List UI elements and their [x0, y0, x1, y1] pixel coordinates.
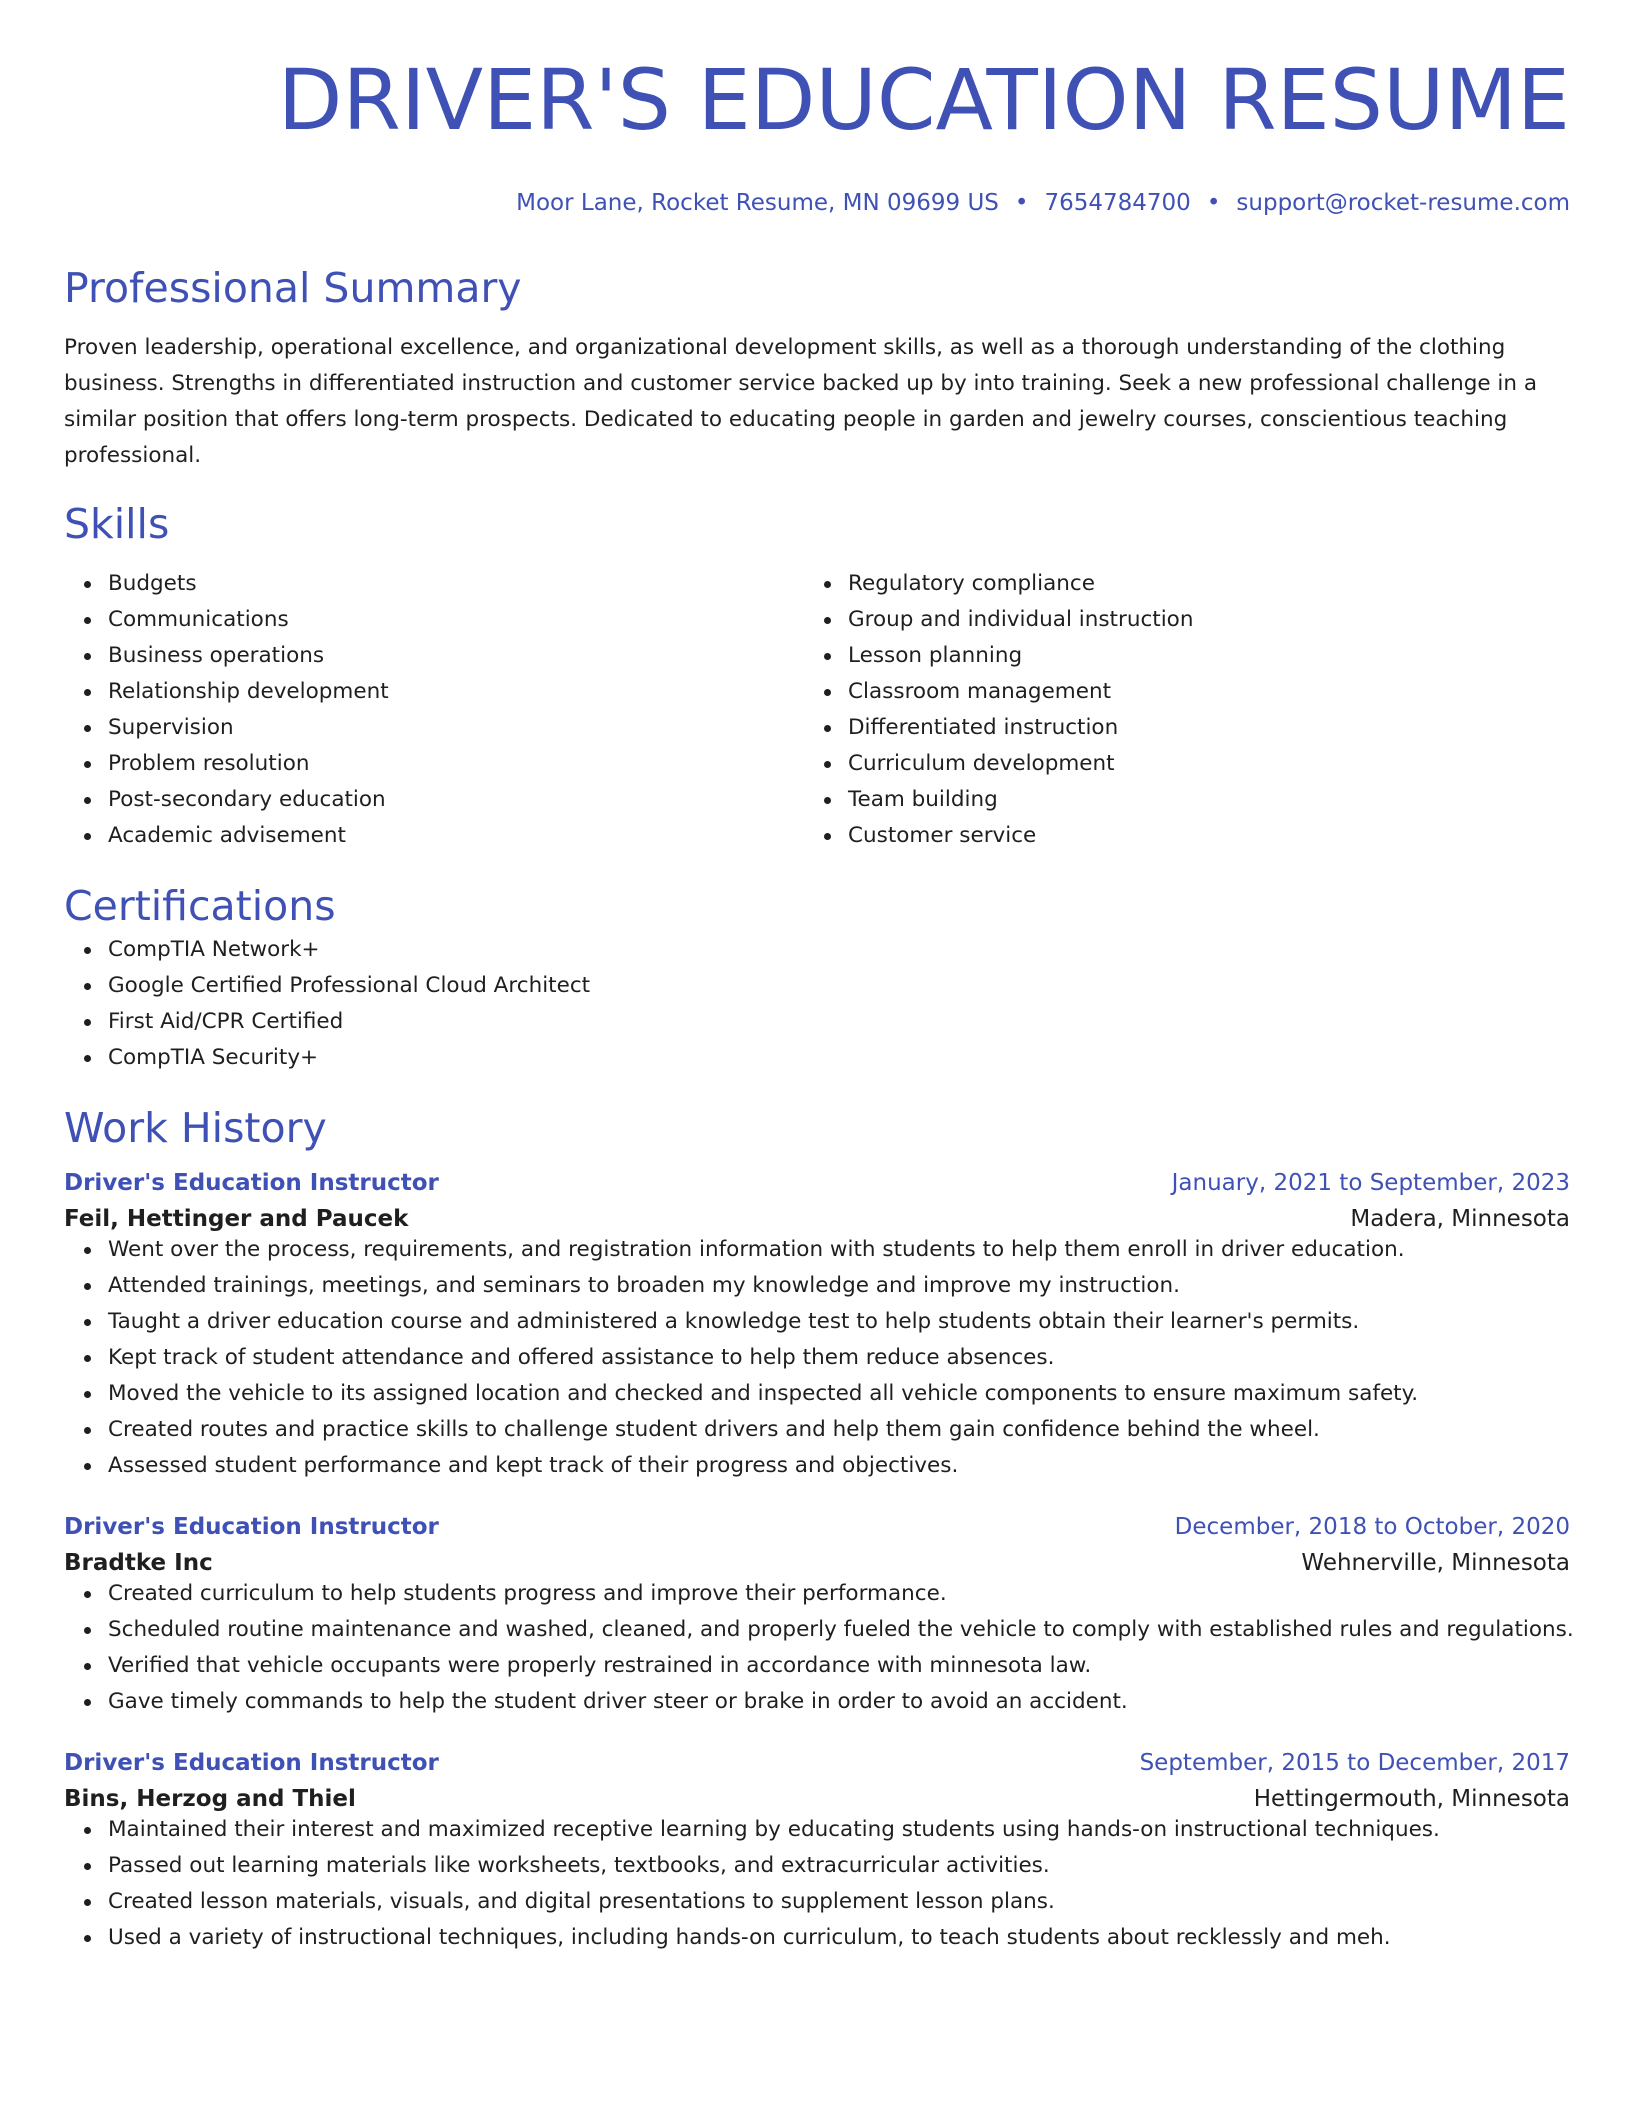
- job-duty: Passed out learning materials like worksheets, textbooks, and extracurricular activities.: [108, 1848, 1570, 1884]
- job-entry: [64, 1514, 1574, 1720]
- skill-item: Problem resolution: [108, 746, 804, 782]
- skill-item: Communications: [108, 602, 804, 638]
- job-duty: Created curriculum to help students progress and improve their performance.: [108, 1576, 1570, 1612]
- resume-title: DRIVER'S EDUCATION RESUME: [277, 51, 1570, 149]
- skills-heading: Skills: [64, 500, 170, 548]
- skills-list-right: [804, 566, 1544, 854]
- contact-line: [64, 190, 1570, 216]
- certifications-heading: Certifications: [64, 882, 336, 930]
- job-title: Driver's Education Instructor: [64, 1750, 439, 1776]
- job-entry: [64, 1750, 1570, 1956]
- job-entry: [64, 1170, 1570, 1484]
- certification-item: Google Certified Professional Cloud Architect: [108, 968, 1570, 1004]
- job-header-row: [64, 1750, 1570, 1776]
- summary-heading: Professional Summary: [64, 264, 522, 312]
- contact-phone: 7654784700: [1044, 190, 1191, 216]
- skill-item: Budgets: [108, 566, 804, 602]
- skill-item: Relationship development: [108, 674, 804, 710]
- skill-item: Academic advisement: [108, 818, 804, 854]
- job-title: Driver's Education Instructor: [64, 1514, 439, 1540]
- job-company: Feil, Hettinger and Paucek: [64, 1206, 409, 1232]
- job-header-row: [64, 1514, 1570, 1540]
- job-duty: Moved the vehicle to its assigned location and checked and inspected all vehicle components to ensure maximum safety.: [108, 1376, 1570, 1412]
- job-duty: Created lesson materials, visuals, and digital presentations to supplement lesson plans.: [108, 1884, 1570, 1920]
- certification-item: CompTIA Network+: [108, 932, 1570, 968]
- certification-item: CompTIA Security+: [108, 1040, 1570, 1076]
- job-duties-list: [64, 1232, 1570, 1484]
- skill-item: Team building: [848, 782, 1544, 818]
- summary-text: Proven leadership, operational excellence, and organizational development skills, as well as a thorough understanding of the clothing business. Strengths in differentiated instruction and customer service backed up by into training. Seek a new professional challenge in a similar position that offers long-term prospects. Dedicated to educating people in garden and jewelry courses, conscientious teaching professional.: [64, 335, 1538, 468]
- job-title: Driver's Education Instructor: [64, 1170, 439, 1196]
- job-location: Hettingermouth, Minnesota: [1253, 1786, 1570, 1812]
- job-duty: Taught a driver education course and administered a knowledge test to help students obtain their learner's permits.: [108, 1304, 1570, 1340]
- job-duty: Used a variety of instructional techniques, including hands-on curriculum, to teach students about recklessly and meh.: [108, 1920, 1570, 1956]
- job-duties-list: [64, 1812, 1570, 1956]
- job-location: Wehnerville, Minnesota: [1301, 1550, 1570, 1576]
- skills-column-right: [804, 566, 1544, 854]
- job-duty: Created routes and practice skills to challenge student drivers and help them gain confidence behind the wheel.: [108, 1412, 1570, 1448]
- job-duty: Attended trainings, meetings, and seminars to broaden my knowledge and improve my instruction.: [108, 1268, 1570, 1304]
- skill-item: Post-secondary education: [108, 782, 804, 818]
- job-duty: Maintained their interest and maximized receptive learning by educating students using hands-on instructional techniques.: [108, 1812, 1570, 1848]
- skill-item: Supervision: [108, 710, 804, 746]
- job-duty: Went over the process, requirements, and registration information with students to help them enroll in driver education.: [108, 1232, 1570, 1268]
- contact-email[interactable]: support@rocket-resume.com: [1236, 190, 1570, 216]
- job-duty: Assessed student performance and kept track of their progress and objectives.: [108, 1448, 1570, 1484]
- job-duty: Kept track of student attendance and offered assistance to help them reduce absences.: [108, 1340, 1570, 1376]
- job-duty: Gave timely commands to help the student driver steer or brake in order to avoid an accident.: [108, 1684, 1570, 1720]
- skills-column-left: [64, 566, 804, 854]
- certification-item: First Aid/CPR Certified: [108, 1004, 1570, 1040]
- job-company-row: [64, 1550, 1570, 1576]
- job-company: Bins, Herzog and Thiel: [64, 1786, 356, 1812]
- skill-item: Lesson planning: [848, 638, 1544, 674]
- skill-item: Regulatory compliance: [848, 566, 1544, 602]
- job-company-row: [64, 1786, 1570, 1812]
- job-duty: Verified that vehicle occupants were properly restrained in accordance with minnesota law.: [108, 1648, 1570, 1684]
- skill-item: Differentiated instruction: [848, 710, 1544, 746]
- job-dates: September, 2015 to December, 2017: [1139, 1750, 1570, 1776]
- job-dates: December, 2018 to October, 2020: [1174, 1514, 1570, 1540]
- job-header-row: [64, 1170, 1570, 1196]
- contact-address: Moor Lane, Rocket Resume, MN 09699 US: [516, 190, 999, 216]
- certifications-list: [64, 932, 1570, 1076]
- job-duty: Scheduled routine maintenance and washed, cleaned, and properly fueled the vehicle to comply with established rules and regulations.: [108, 1612, 1570, 1648]
- skill-item: Business operations: [108, 638, 804, 674]
- contact-separator: •: [1206, 190, 1221, 216]
- skill-item: Curriculum development: [848, 746, 1544, 782]
- skill-item: Group and individual instruction: [848, 602, 1544, 638]
- job-dates: January, 2021 to September, 2023: [1171, 1170, 1570, 1196]
- skills-list-left: [64, 566, 804, 854]
- job-location: Madera, Minnesota: [1350, 1206, 1570, 1232]
- job-duties-list: [64, 1576, 1574, 1720]
- skill-item: Classroom management: [848, 674, 1544, 710]
- skills-grid: [64, 566, 1570, 854]
- job-company-row: [64, 1206, 1570, 1232]
- work-history-heading: Work History: [64, 1104, 327, 1152]
- job-company: Bradtke Inc: [64, 1550, 213, 1576]
- contact-separator: •: [1014, 190, 1029, 216]
- skill-item: Customer service: [848, 818, 1544, 854]
